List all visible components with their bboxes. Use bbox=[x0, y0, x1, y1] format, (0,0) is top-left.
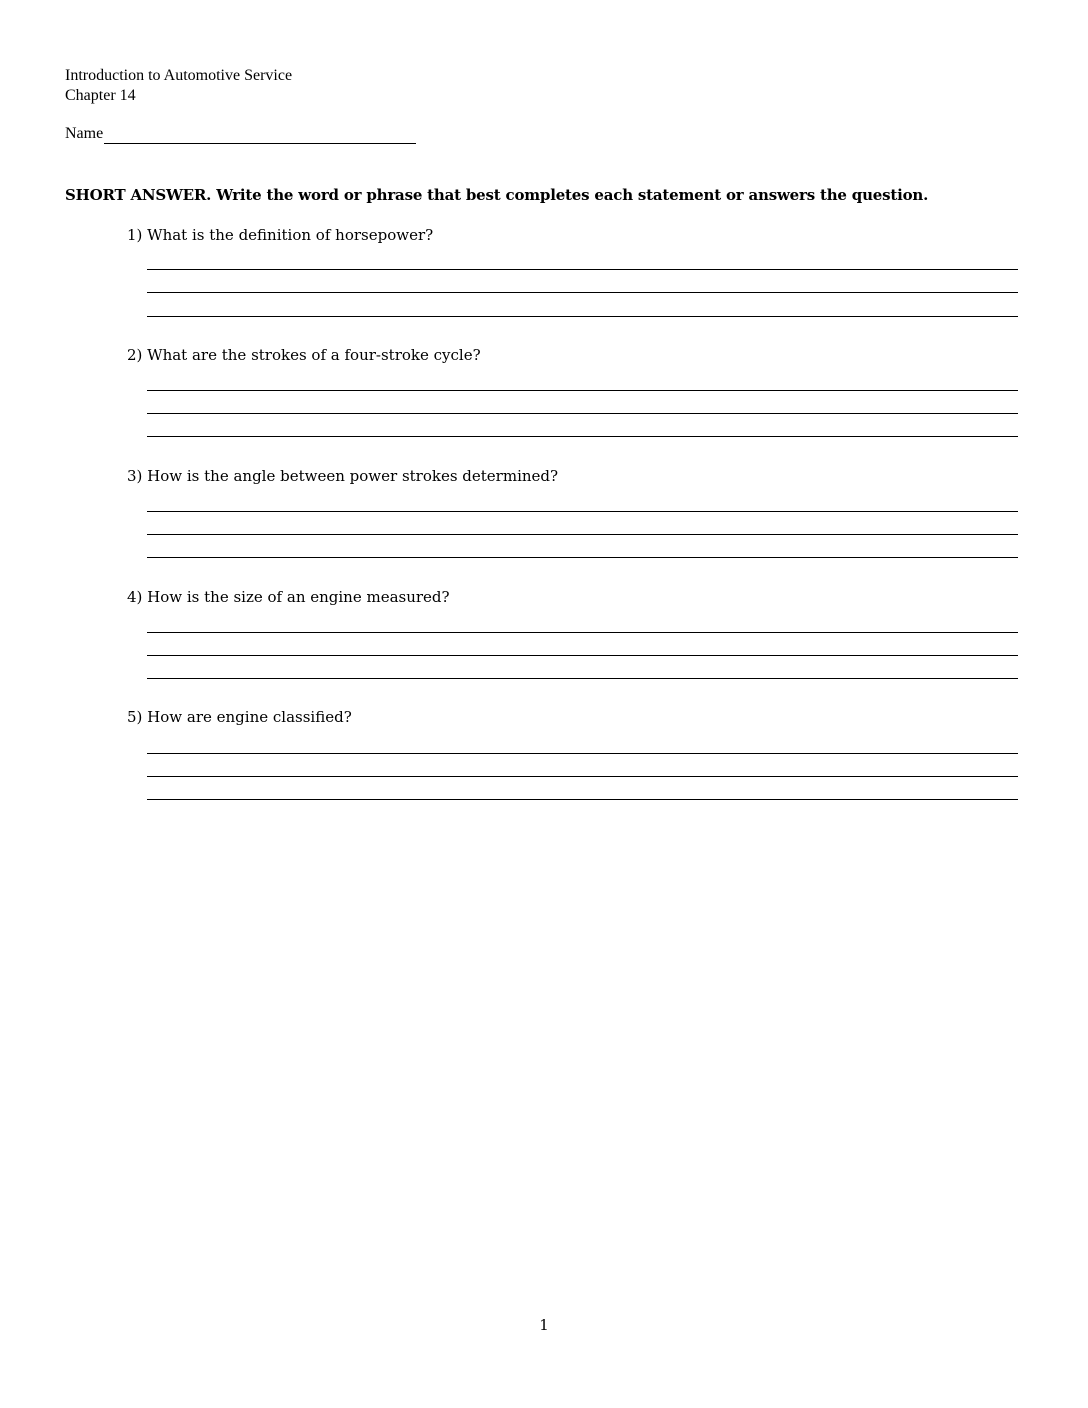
answer-line[interactable] bbox=[147, 632, 1018, 633]
question-1: 1) What is the definition of horsepower? bbox=[127, 226, 434, 244]
answer-line[interactable] bbox=[147, 753, 1018, 754]
question-4: 4) How is the size of an engine measured? bbox=[127, 588, 450, 606]
answer-line[interactable] bbox=[147, 390, 1018, 391]
chapter-label: Chapter 14 bbox=[65, 87, 136, 104]
answer-line[interactable] bbox=[147, 316, 1018, 317]
name-label: Name bbox=[65, 125, 104, 142]
answer-line[interactable] bbox=[147, 655, 1018, 656]
answer-line[interactable] bbox=[147, 292, 1018, 293]
answer-line[interactable] bbox=[147, 799, 1018, 800]
name-blank-line[interactable] bbox=[104, 125, 416, 144]
question-2: 2) What are the strokes of a four-stroke cycle? bbox=[127, 346, 481, 364]
course-title: Introduction to Automotive Service bbox=[65, 67, 293, 84]
question-3: 3) How is the angle between power strokes determined? bbox=[127, 467, 559, 485]
instructions: SHORT ANSWER. Write the word or phrase that best completes each statement or answers the question. bbox=[65, 186, 929, 204]
answer-line[interactable] bbox=[147, 413, 1018, 414]
answer-line[interactable] bbox=[147, 511, 1018, 512]
answer-line[interactable] bbox=[147, 269, 1018, 270]
question-5: 5) How are engine classified? bbox=[127, 708, 352, 726]
answer-line[interactable] bbox=[147, 436, 1018, 437]
name-field[interactable] bbox=[65, 124, 416, 144]
answer-line[interactable] bbox=[147, 776, 1018, 777]
answer-line[interactable] bbox=[147, 678, 1018, 679]
page-number: 1 bbox=[539, 1316, 549, 1334]
answer-line[interactable] bbox=[147, 534, 1018, 535]
answer-line[interactable] bbox=[147, 557, 1018, 558]
